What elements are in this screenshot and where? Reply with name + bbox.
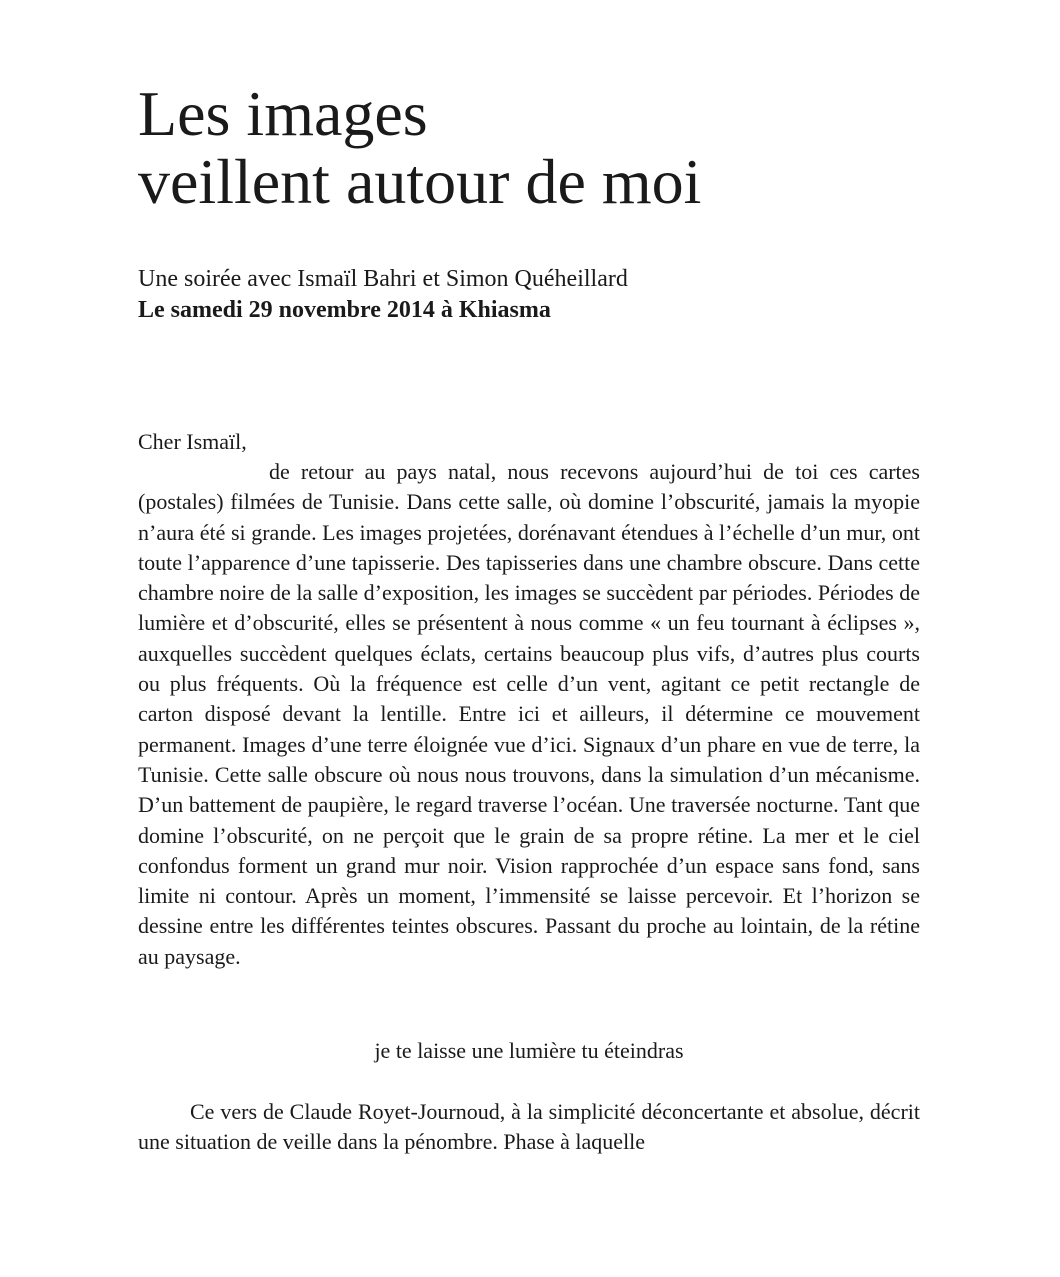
letter-greeting: Cher Ismaïl, [138,429,247,454]
letter-body: de retour au pays natal, nous recevons aujourd’hui de toi ces cartes (postales) filmées de Tunisie. Dans cette salle, où domine l’obscurité, jamais la myopie n’aura été si grande. Les images projetées, dorénavant étendues à l’échelle d’un mur, ont toute l’apparence d’une tapisserie. Des tapisseries dans une chambre obscure. Dans cette chambre noire de la salle d’exposition, les images se succèdent par périodes. Périodes de lumière et d’obscurité, elles se présentent à nous comme « un feu tournant à éclipses », auxquelles succèdent quelques éclats, certains beaucoup plus vifs, d’autres plus courts ou plus fréquents. Où la fréquence est celle d’un vent, agitant ce petit rectangle de carton disposé devant la lentille. Entre ici et ailleurs, il détermine ce mouvement permanent. Images d’une terre éloignée vue d’ici. Signaux d’un phare en vue de terre, la Tunisie. Cette salle obscure où nous nous trouvons, dans la simulation d’un mécanisme. D’un battement de paupière, le regard traverse l’océan. Une traversée nocturne. Tant que domine l’obscurité, on ne perçoit que le grain de sa propre rétine. La mer et le ciel confondus forment un grand mur noir. Vision rapprochée d’un espace sans fond, sans limite ni contour. Après un moment, l’immensité se laisse percevoir. Et l’horizon se dessine entre les différentes teintes obscures. Passant du proche au lointain, de la rétine au paysage. [138,459,920,969]
document-page [138,80,920,1180]
event-info [138,264,920,326]
title-line-2: veillent autour de moi [138,146,702,217]
paragraph-2: Ce vers de Claude Royet-Journoud, à la simplicité déconcertante et absolue, décrit une situation de veille dans la pénombre. Phase à laquelle [138,1099,920,1155]
event-subtitle: Une soirée avec Ismaïl Bahri et Simon Quéheillard [138,266,628,292]
verse-quote: je te laisse une lumière tu éteindras [374,1038,684,1064]
document-title [138,80,920,216]
title-line-1: Les images [138,78,428,149]
event-date: Le samedi 29 novembre 2014 à Khiasma [138,297,551,323]
